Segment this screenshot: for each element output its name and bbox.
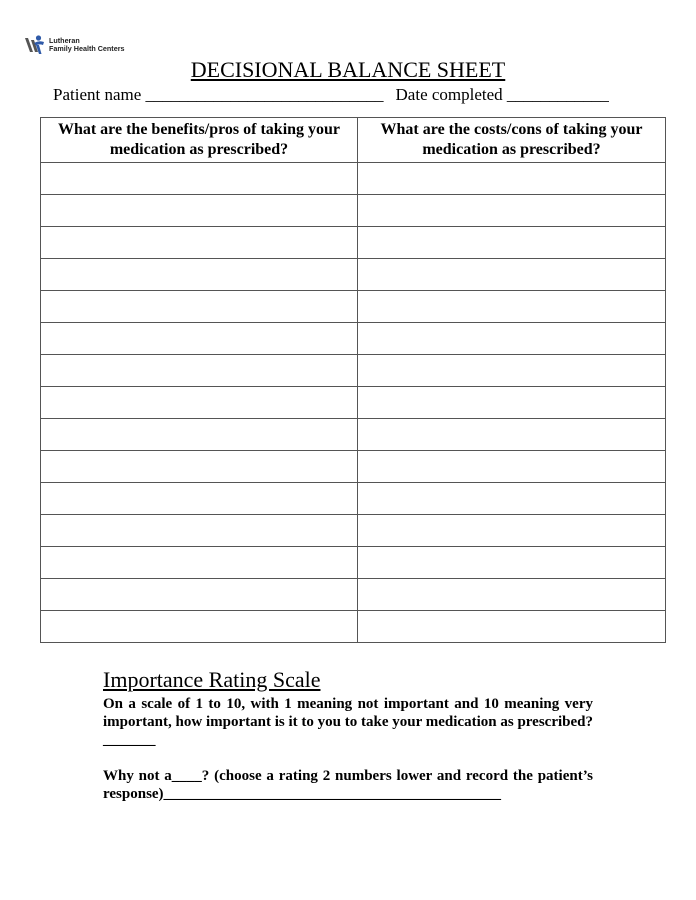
pros-cell[interactable] bbox=[41, 259, 358, 291]
cons-cell[interactable] bbox=[358, 483, 666, 515]
table-row bbox=[41, 355, 666, 387]
logo-line1: Lutheran bbox=[49, 36, 80, 45]
logo-text bbox=[49, 37, 125, 53]
scale-heading: Importance Rating Scale bbox=[103, 667, 321, 692]
pros-cell[interactable] bbox=[41, 291, 358, 323]
cons-cell[interactable] bbox=[358, 259, 666, 291]
table-row bbox=[41, 419, 666, 451]
logo bbox=[22, 33, 125, 57]
cons-cell[interactable] bbox=[358, 227, 666, 259]
date-completed-field[interactable]: Date completed ____________ bbox=[395, 85, 609, 104]
cons-cell[interactable] bbox=[358, 515, 666, 547]
table-row bbox=[41, 163, 666, 195]
cons-cell[interactable] bbox=[358, 611, 666, 643]
pros-cell[interactable] bbox=[41, 323, 358, 355]
table-row bbox=[41, 547, 666, 579]
table-row bbox=[41, 387, 666, 419]
pros-cell[interactable] bbox=[41, 547, 358, 579]
patient-name-field[interactable]: Patient name ____________________________ bbox=[53, 85, 384, 104]
table-row bbox=[41, 451, 666, 483]
cons-cell[interactable] bbox=[358, 387, 666, 419]
importance-question: On a scale of 1 to 10, with 1 meaning not important and 10 meaning very important, how important is it to you to take your medication as prescribed?_______ bbox=[103, 696, 593, 748]
cons-cell[interactable] bbox=[358, 291, 666, 323]
pros-cell[interactable] bbox=[41, 355, 358, 387]
cons-cell[interactable] bbox=[358, 547, 666, 579]
table-header-row bbox=[41, 118, 666, 163]
pros-cell[interactable] bbox=[41, 579, 358, 611]
cons-cell[interactable] bbox=[358, 195, 666, 227]
cons-cell[interactable] bbox=[358, 355, 666, 387]
meta-line bbox=[53, 85, 609, 105]
table-row bbox=[41, 323, 666, 355]
scale-section bbox=[103, 695, 593, 803]
table-row bbox=[41, 291, 666, 323]
cons-cell[interactable] bbox=[358, 163, 666, 195]
pros-cell[interactable] bbox=[41, 195, 358, 227]
table-row bbox=[41, 195, 666, 227]
pros-cell[interactable] bbox=[41, 611, 358, 643]
lutheran-figure-icon bbox=[22, 34, 46, 56]
pros-cell[interactable] bbox=[41, 227, 358, 259]
cons-cell[interactable] bbox=[358, 323, 666, 355]
pros-cell[interactable] bbox=[41, 387, 358, 419]
table-body bbox=[41, 163, 666, 643]
followup-question: Why not a____? (choose a rating 2 numbers lower and record the patient’s response)_____________________________________________ bbox=[103, 768, 593, 802]
pros-cell[interactable] bbox=[41, 483, 358, 515]
table-row bbox=[41, 611, 666, 643]
page-title: DECISIONAL BALANCE SHEET bbox=[190, 57, 506, 82]
table-row bbox=[41, 483, 666, 515]
pros-cell[interactable] bbox=[41, 419, 358, 451]
table-row bbox=[41, 259, 666, 291]
table-row bbox=[41, 227, 666, 259]
pros-cell[interactable] bbox=[41, 163, 358, 195]
cons-cell[interactable] bbox=[358, 451, 666, 483]
decisional-balance-table bbox=[40, 117, 666, 643]
table-row bbox=[41, 579, 666, 611]
cons-column-header: What are the costs/cons of taking your medication as prescribed? bbox=[358, 118, 666, 163]
cons-cell[interactable] bbox=[358, 419, 666, 451]
cons-cell[interactable] bbox=[358, 579, 666, 611]
pros-cell[interactable] bbox=[41, 515, 358, 547]
table-row bbox=[41, 515, 666, 547]
pros-cell[interactable] bbox=[41, 451, 358, 483]
pros-column-header: What are the benefits/pros of taking your medication as prescribed? bbox=[41, 118, 358, 163]
logo-line2: Family Health Centers bbox=[49, 44, 125, 53]
